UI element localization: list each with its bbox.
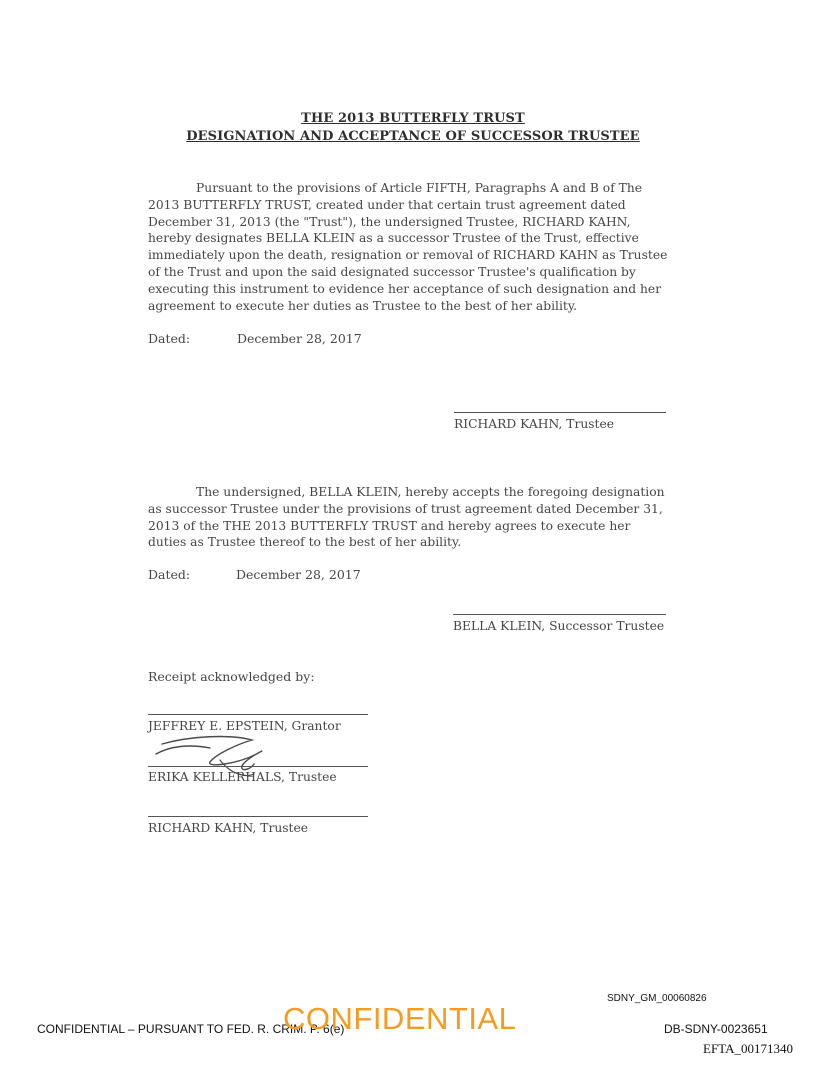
acknowledger-name: RICHARD KAHN, Trustee bbox=[148, 821, 309, 835]
document-title: THE 2013 BUTTERFLY TRUST bbox=[301, 111, 525, 126]
designation-paragraph: Pursuant to the provisions of Article FIFTH, Paragraphs A and B of The 2013 BUTTERFLY TRUST, created under that certain trust agreement dated December 31, 2013 (the "Trust"), the undersigned Trustee, RICHARD KAHN, hereby designates BELLA KLEIN as a successor Trustee of the Trust, effective immediately upon the death, resignation or removal of RICHARD KAHN as Trustee of the Trust and upon the said designated successor Trustee's qualification by executing this instrument to evidence her acceptance of such designation and her agreement to execute her duties as Trustee to the best of her ability. bbox=[148, 181, 668, 313]
signature-line bbox=[453, 614, 666, 615]
acknowledger-name: ERIKA KELLERHALS, Trustee bbox=[148, 770, 337, 784]
bates-number: DB-SDNY-0023651 bbox=[664, 1022, 768, 1036]
receipt-label: Receipt acknowledged by: bbox=[148, 669, 315, 684]
signature-line bbox=[148, 816, 368, 817]
document-subtitle: DESIGNATION AND ACCEPTANCE OF SUCCESSOR TRUSTEE bbox=[186, 129, 640, 144]
dated-label: Dated: bbox=[148, 331, 191, 346]
bates-number-top: SDNY_GM_00060826 bbox=[607, 993, 707, 1004]
confidentiality-notice: CONFIDENTIAL – PURSUANT TO FED. R. CRIM. P. 6(e) bbox=[37, 1022, 345, 1036]
acceptance-paragraph: The undersigned, BELLA KLEIN, hereby accepts the foregoing designation as successor Trustee under the provisions of trust agreement dated December 31, 2013 of the THE 2013 BUTTERFLY TRUST and hereby agrees to execute her duties as Trustee thereof to the best of her ability. bbox=[148, 485, 665, 550]
dated-label: Dated: bbox=[148, 567, 191, 582]
signature-line bbox=[454, 412, 666, 413]
dated-value: December 28, 2017 bbox=[237, 331, 362, 346]
signatory-name: RICHARD KAHN, Trustee bbox=[454, 417, 615, 431]
signature-line bbox=[148, 766, 368, 767]
acknowledger-name: JEFFREY E. EPSTEIN, Grantor bbox=[148, 719, 341, 733]
signature-line bbox=[148, 714, 368, 715]
dated-value: December 28, 2017 bbox=[236, 567, 361, 582]
efta-number: EFTA_00171340 bbox=[703, 1041, 793, 1056]
confidential-stamp: CONFIDENTIAL bbox=[283, 1001, 517, 1036]
signatory-name: BELLA KLEIN, Successor Trustee bbox=[453, 619, 665, 633]
